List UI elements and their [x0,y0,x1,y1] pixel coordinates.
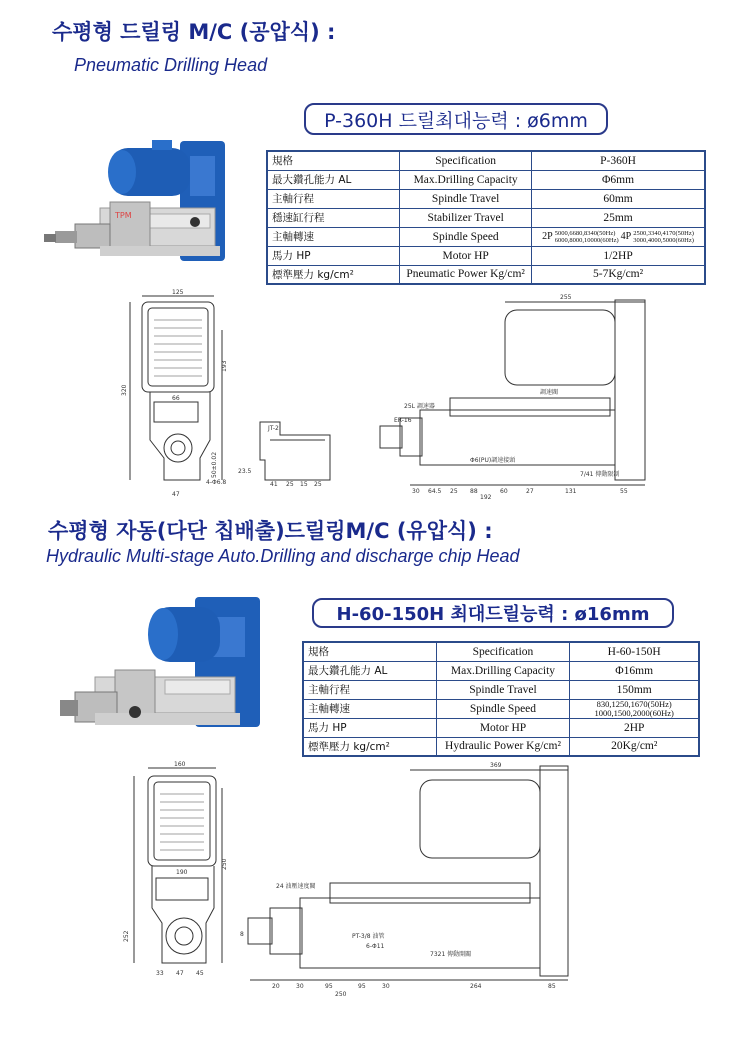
row-value: 150mm [570,680,699,699]
row-spec: Spindle Speed [436,699,570,718]
pneumatic-drill-head-photo [40,136,265,286]
bottom-dim-5: 27 [526,488,534,495]
side-dim-1: 25 [286,481,294,488]
note-air: Φ6(PU)調速接頭 [470,457,516,464]
section1-title-ko: 수평형 드릴링 M/C (공압식) : [52,20,336,44]
speed-val-1: 830,1250,1670(50Hz) [596,698,672,709]
row-spec: Max.Drilling Capacity [436,661,570,680]
speed-val-b2: 3000,4000,5000(60Hz) [633,236,694,244]
speed-pole-a: 2P [542,231,553,242]
side-dim-0: 41 [270,481,278,488]
bottom-dim-7: 131 [565,488,577,495]
header-cell: Specification [400,151,532,170]
speed-pole-b: 4P [620,231,632,242]
row-label: 穩速缸行程 [267,208,400,227]
speed-val-a1: 5000,6680,8340(50Hz) [554,229,616,237]
note-hole: 4-Φ6.8 [206,479,227,486]
pneumatic-technical-drawing [120,290,660,500]
note-oil: 24 油壓速度閥 [276,883,316,890]
side-dim-3: 25 [314,481,322,488]
bottom-dim-8: 55 [620,488,628,495]
table-row [267,170,705,189]
dim-252: 252 [123,930,130,942]
row-label: 標準壓力 kg/cm² [267,265,400,284]
table-row [267,208,705,227]
bottom-dim-8: 264 [470,983,482,990]
table-row [267,189,705,208]
dim-369: 369 [490,762,502,769]
dim-23-5: 23.5 [238,468,252,475]
row-spec: Motor HP [436,718,570,737]
note-limit: 7321 傳動開關 [430,951,472,958]
bottom-dim-0: 30 [412,488,420,495]
svg-text:TPM: TPM [115,211,132,220]
note-hole: 6-Φ11 [366,943,385,950]
note-speed: 25L 調速器 [404,403,435,410]
table-row [267,227,705,246]
dim-193: 193 [221,360,228,372]
bottom-dim-6: 95 [358,983,366,990]
row-value: 25mm [532,208,705,227]
table-row [303,680,699,699]
bottom-dim-0: 33 [156,970,164,977]
row-value: 1/2HP [532,246,705,265]
row-label: 主軸轉速 [267,227,400,246]
row-label: 最大鑽孔能力 AL [267,170,400,189]
row-value: 5-7Kg/cm² [532,265,705,284]
row-spec: Pneumatic Power Kg/cm² [400,265,532,284]
bottom-dim-9: 85 [548,983,556,990]
label-er16: ER-16 [394,417,412,424]
table-row [267,265,705,284]
dim-255: 255 [560,294,572,301]
hydraulic-technical-drawing [120,758,680,998]
header-cell: P-360H [532,151,705,170]
dim-160: 160 [174,761,186,768]
dim-250: 250 [221,858,228,870]
bottom-dim-4: 60 [500,488,508,495]
bottom-dim-2: 45 [196,970,204,977]
row-value: 2HP [570,718,699,737]
header-cell: 規格 [267,151,400,170]
row-spec: Stabilizer Travel [400,208,532,227]
table-row [303,718,699,737]
header-cell: Specification [436,642,570,661]
bottom-dim-1: 64.5 [428,488,442,495]
row-spec: Spindle Speed [400,227,532,246]
row-spec: Max.Drilling Capacity [400,170,532,189]
row-value: Φ6mm [532,170,705,189]
row-value: 60mm [532,189,705,208]
bottom-dim-1: 47 [176,970,184,977]
table-row [303,661,699,680]
note-valve: 調速閥 [540,389,559,396]
bottom-dim-7: 30 [382,983,390,990]
row-spec: Spindle Travel [400,189,532,208]
bottom-dim-6: 192 [480,494,492,501]
table-row [303,642,699,661]
dim-47: 47 [172,491,180,498]
bottom-dim-5: 95 [325,983,333,990]
row-label: 主軸轉速 [303,699,436,718]
dim-320: 320 [121,384,128,396]
header-cell: 規格 [303,642,436,661]
note-v: 50±0.02 [211,451,218,478]
table-row [267,246,705,265]
table-row [303,737,699,756]
bottom-dim-3: 20 [272,983,280,990]
row-label: 標準壓力 kg/cm² [303,737,436,756]
bottom-dim-4: 30 [296,983,304,990]
speed-val-2: 1000,1500,2000(60Hz) [594,707,674,718]
header-cell: H-60-150H [570,642,699,661]
row-label: 馬力 HP [303,718,436,737]
row-spec: Spindle Travel [436,680,570,699]
row-value: Φ16mm [570,661,699,680]
section1-spec-table [266,150,706,285]
speed-val-a2: 6000,8000,10000(60Hz) [554,236,619,244]
section2-title-en: Hydraulic Multi-stage Auto.Drilling and discharge chip Head [46,546,520,566]
hydraulic-drill-head-photo [55,592,275,752]
note-pt: PT-3/8 油管 [352,933,385,940]
row-label: 主軸行程 [267,189,400,208]
dim-250b: 250 [335,991,347,998]
row-spec: Hydraulic Power Kg/cm² [436,737,570,756]
row-value-speed [532,227,705,246]
section2-title-ko: 수평형 자동(다단 칩배출)드릴링M/C (유압식) : [48,519,493,543]
row-value-speed [570,699,699,718]
dim-8: 8 [240,931,244,938]
section1-capacity-title: P-360H 드릴최대능력 : ø6mm [324,109,588,132]
side-dim-2: 15 [300,481,308,488]
row-label: 最大鑽孔能力 AL [303,661,436,680]
label-jt2: JT-2 [268,425,279,432]
row-label: 馬力 HP [267,246,400,265]
dim-66: 66 [172,395,180,402]
bottom-dim-3: 88 [470,488,478,495]
speed-val-b1: 2500,3340,4170(50Hz) [633,229,694,237]
section1-title-en: Pneumatic Drilling Head [74,55,268,75]
dim-125: 125 [172,289,184,296]
section1-capacity-box [304,103,608,135]
row-label: 主軸行程 [303,680,436,699]
note-reduce: 7/41 傳動限制 [580,471,620,478]
table-row [267,151,705,170]
dim-190: 190 [176,869,188,876]
section2-capacity-title: H-60-150H 최대드릴능력 : ø16mm [336,604,650,625]
bottom-dim-2: 25 [450,488,458,495]
row-value: 20Kg/cm² [570,737,699,756]
table-row [303,699,699,718]
section2-spec-table [302,641,700,757]
row-spec: Motor HP [400,246,532,265]
section2-capacity-box [312,598,674,628]
